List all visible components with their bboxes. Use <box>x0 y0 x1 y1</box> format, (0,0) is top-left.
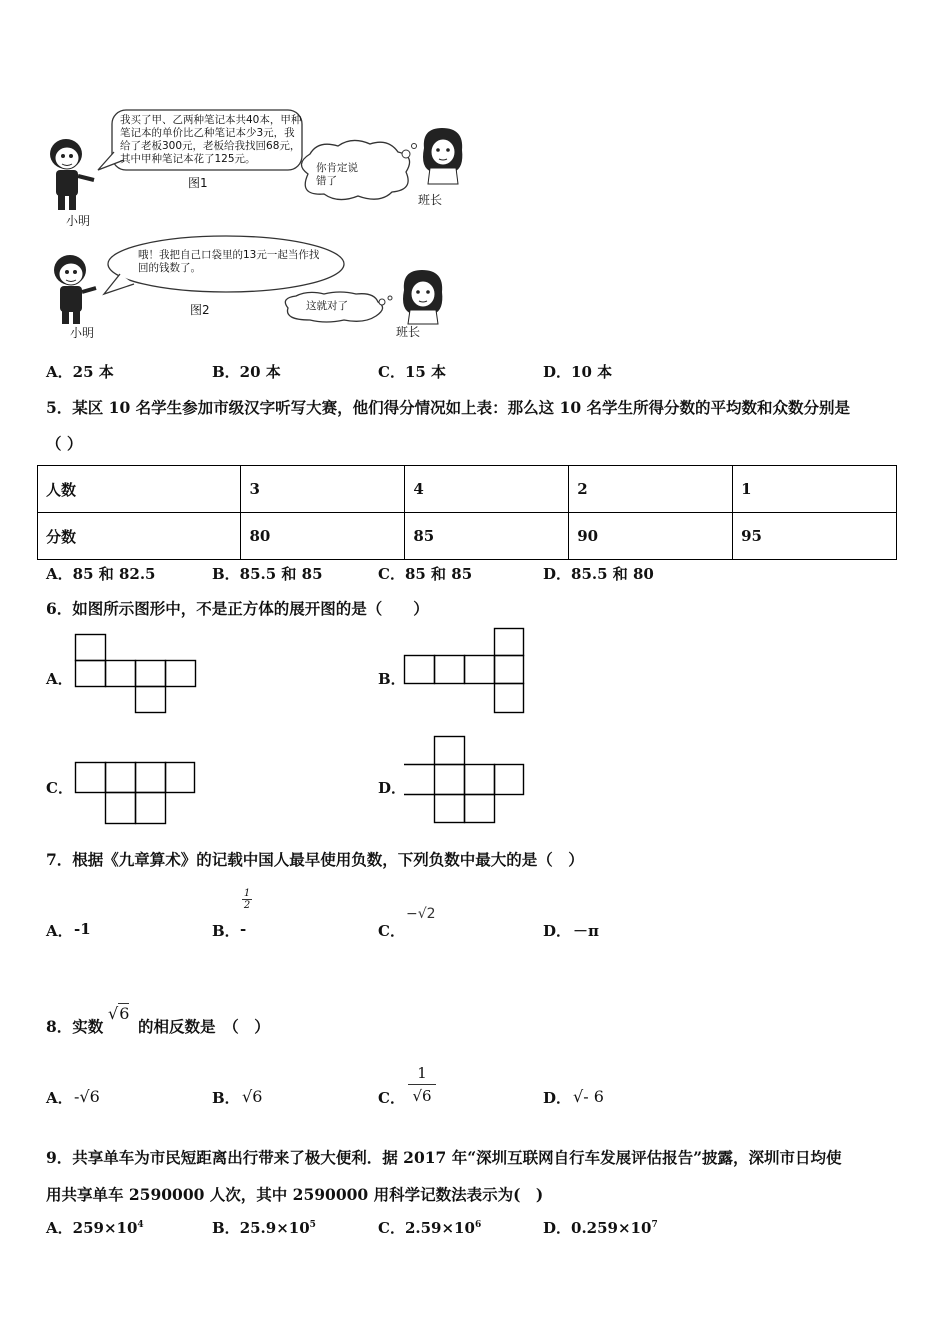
fig2-girl-label: 班长 <box>396 325 421 339</box>
boy-figure-icon <box>48 250 108 330</box>
q7-option-c-label[interactable]: C． <box>378 922 405 940</box>
fig1-girl-label: 班长 <box>418 193 443 207</box>
q9-option-c[interactable]: C．$2.59\times 10^6$ <box>378 1219 482 1237</box>
q6-option-b-label[interactable]: B． <box>378 670 406 688</box>
boy-figure-icon <box>44 134 104 214</box>
fig2-reply-text: 这就对了 <box>306 300 348 312</box>
fig2-boy-label: 小明 <box>70 326 95 340</box>
q4-option-b[interactable]: B．20 本 <box>212 363 281 381</box>
q6-stem: 6．如图所示图形中，不是正方体的展开图的是（ ） <box>46 599 429 618</box>
girl-figure-icon <box>398 266 448 326</box>
table-cell: 1 <box>733 466 897 513</box>
table-cell: 90 <box>569 513 733 560</box>
q7-option-a-label[interactable]: A． <box>46 922 73 940</box>
q8-option-d-value: √- 6 <box>573 1087 604 1106</box>
q5-option-b[interactable]: B．85.5 和 85 <box>212 565 323 583</box>
q5-option-a[interactable]: A．85 和 82.5 <box>46 565 156 583</box>
q6-net-b <box>404 628 529 718</box>
q8-stem-radical: √6 <box>108 1004 130 1023</box>
table-row <box>38 466 897 513</box>
q6-net-c <box>75 762 200 828</box>
q9-stem-line1: 9．共享单车为市民短距离出行带来了极大便利．据 2017 年“深圳互联网自行车发展评估报告”披露，深圳市日均使 <box>46 1148 842 1167</box>
q6-option-d-label[interactable]: D． <box>378 779 407 797</box>
q5-option-d[interactable]: D．85.5 和 80 <box>543 565 654 583</box>
q6-net-a <box>75 634 200 716</box>
q7-option-a-value: -1 <box>74 920 91 938</box>
q5-option-c[interactable]: C．85 和 85 <box>378 565 473 583</box>
q5-stem-line1: 5．某区 10 名学生参加市级汉字听写大赛，他们得分情况如上表：那么这 10 名学生所得分数的平均数和众数分别是 <box>46 398 851 417</box>
table-cell: 4 <box>405 466 569 513</box>
q6-option-c-label[interactable]: C． <box>46 779 73 797</box>
q8-option-b-value: √6 <box>242 1087 263 1106</box>
fig1-boy-label: 小明 <box>66 214 91 228</box>
score-table <box>37 465 897 560</box>
q8-option-a-value: -√6 <box>74 1087 100 1106</box>
q8-option-c-fraction: 1 √6 <box>408 1062 436 1107</box>
table-row <box>38 513 897 560</box>
q4-option-d[interactable]: D．10 本 <box>543 363 613 381</box>
fig1-reply-text: 你肯定说 错了 <box>316 162 358 187</box>
q7-option-b-sign: - <box>240 920 247 938</box>
q4-option-c[interactable]: C．15 本 <box>378 363 447 381</box>
q9-stem-line2: 用共享单车 2590000 人次，其中 2590000 用科学记数法表示为( ) <box>46 1185 544 1204</box>
q9-option-a[interactable]: A．$259\times 10^4$ <box>46 1219 144 1237</box>
q9-option-d[interactable]: D．$0.259\times 10^7$ <box>543 1219 658 1237</box>
table-cell: 85 <box>405 513 569 560</box>
fig2-speech-text: 哦！我把自己口袋里的13元一起当作找 回的钱数了。 <box>138 249 320 274</box>
table-cell: 80 <box>241 513 405 560</box>
table-cell: 3 <box>241 466 405 513</box>
q4-option-a[interactable]: A．25 本 <box>46 363 114 381</box>
q5-stem-line2: （ ） <box>46 434 83 453</box>
girl-figure-icon <box>418 124 468 186</box>
q8-option-a-label[interactable]: A． <box>46 1089 73 1107</box>
table-cell: 95 <box>733 513 897 560</box>
q7-option-c-value: −√2 <box>406 906 436 922</box>
table-cell: 人数 <box>38 466 241 513</box>
q9-option-b[interactable]: B．$25.9\times 10^5$ <box>212 1219 316 1237</box>
q7-stem: 7．根据《九章算术》的记载中国人最早使用负数，下列负数中最大的是（ ） <box>46 850 584 869</box>
q7-option-b-label[interactable]: B． <box>212 922 240 940</box>
q8-option-b-label[interactable]: B． <box>212 1089 240 1107</box>
q7-option-d-label[interactable]: D． <box>543 922 572 940</box>
q8-option-c-label[interactable]: C． <box>378 1089 405 1107</box>
table-cell: 2 <box>569 466 733 513</box>
q8-option-d-label[interactable]: D． <box>543 1089 572 1107</box>
q7-option-d-value: －π <box>573 922 599 940</box>
thought-cloud-1 <box>288 134 428 206</box>
table-cell: 分数 <box>38 513 241 560</box>
fig1-label: 图1 <box>188 176 208 190</box>
q6-net-d <box>404 736 529 826</box>
q7-option-b-fraction: 1 2 <box>243 888 251 911</box>
fig1-speech-text: 我买了甲、乙两种笔记本共40本，甲种 笔记本的单价比乙种笔记本少3元，我 给了老板300元，老板给我找回68元， 其中甲种笔记本花了125元。 <box>120 114 302 165</box>
q6-option-a-label[interactable]: A． <box>46 670 73 688</box>
fig2-label: 图2 <box>190 303 210 317</box>
